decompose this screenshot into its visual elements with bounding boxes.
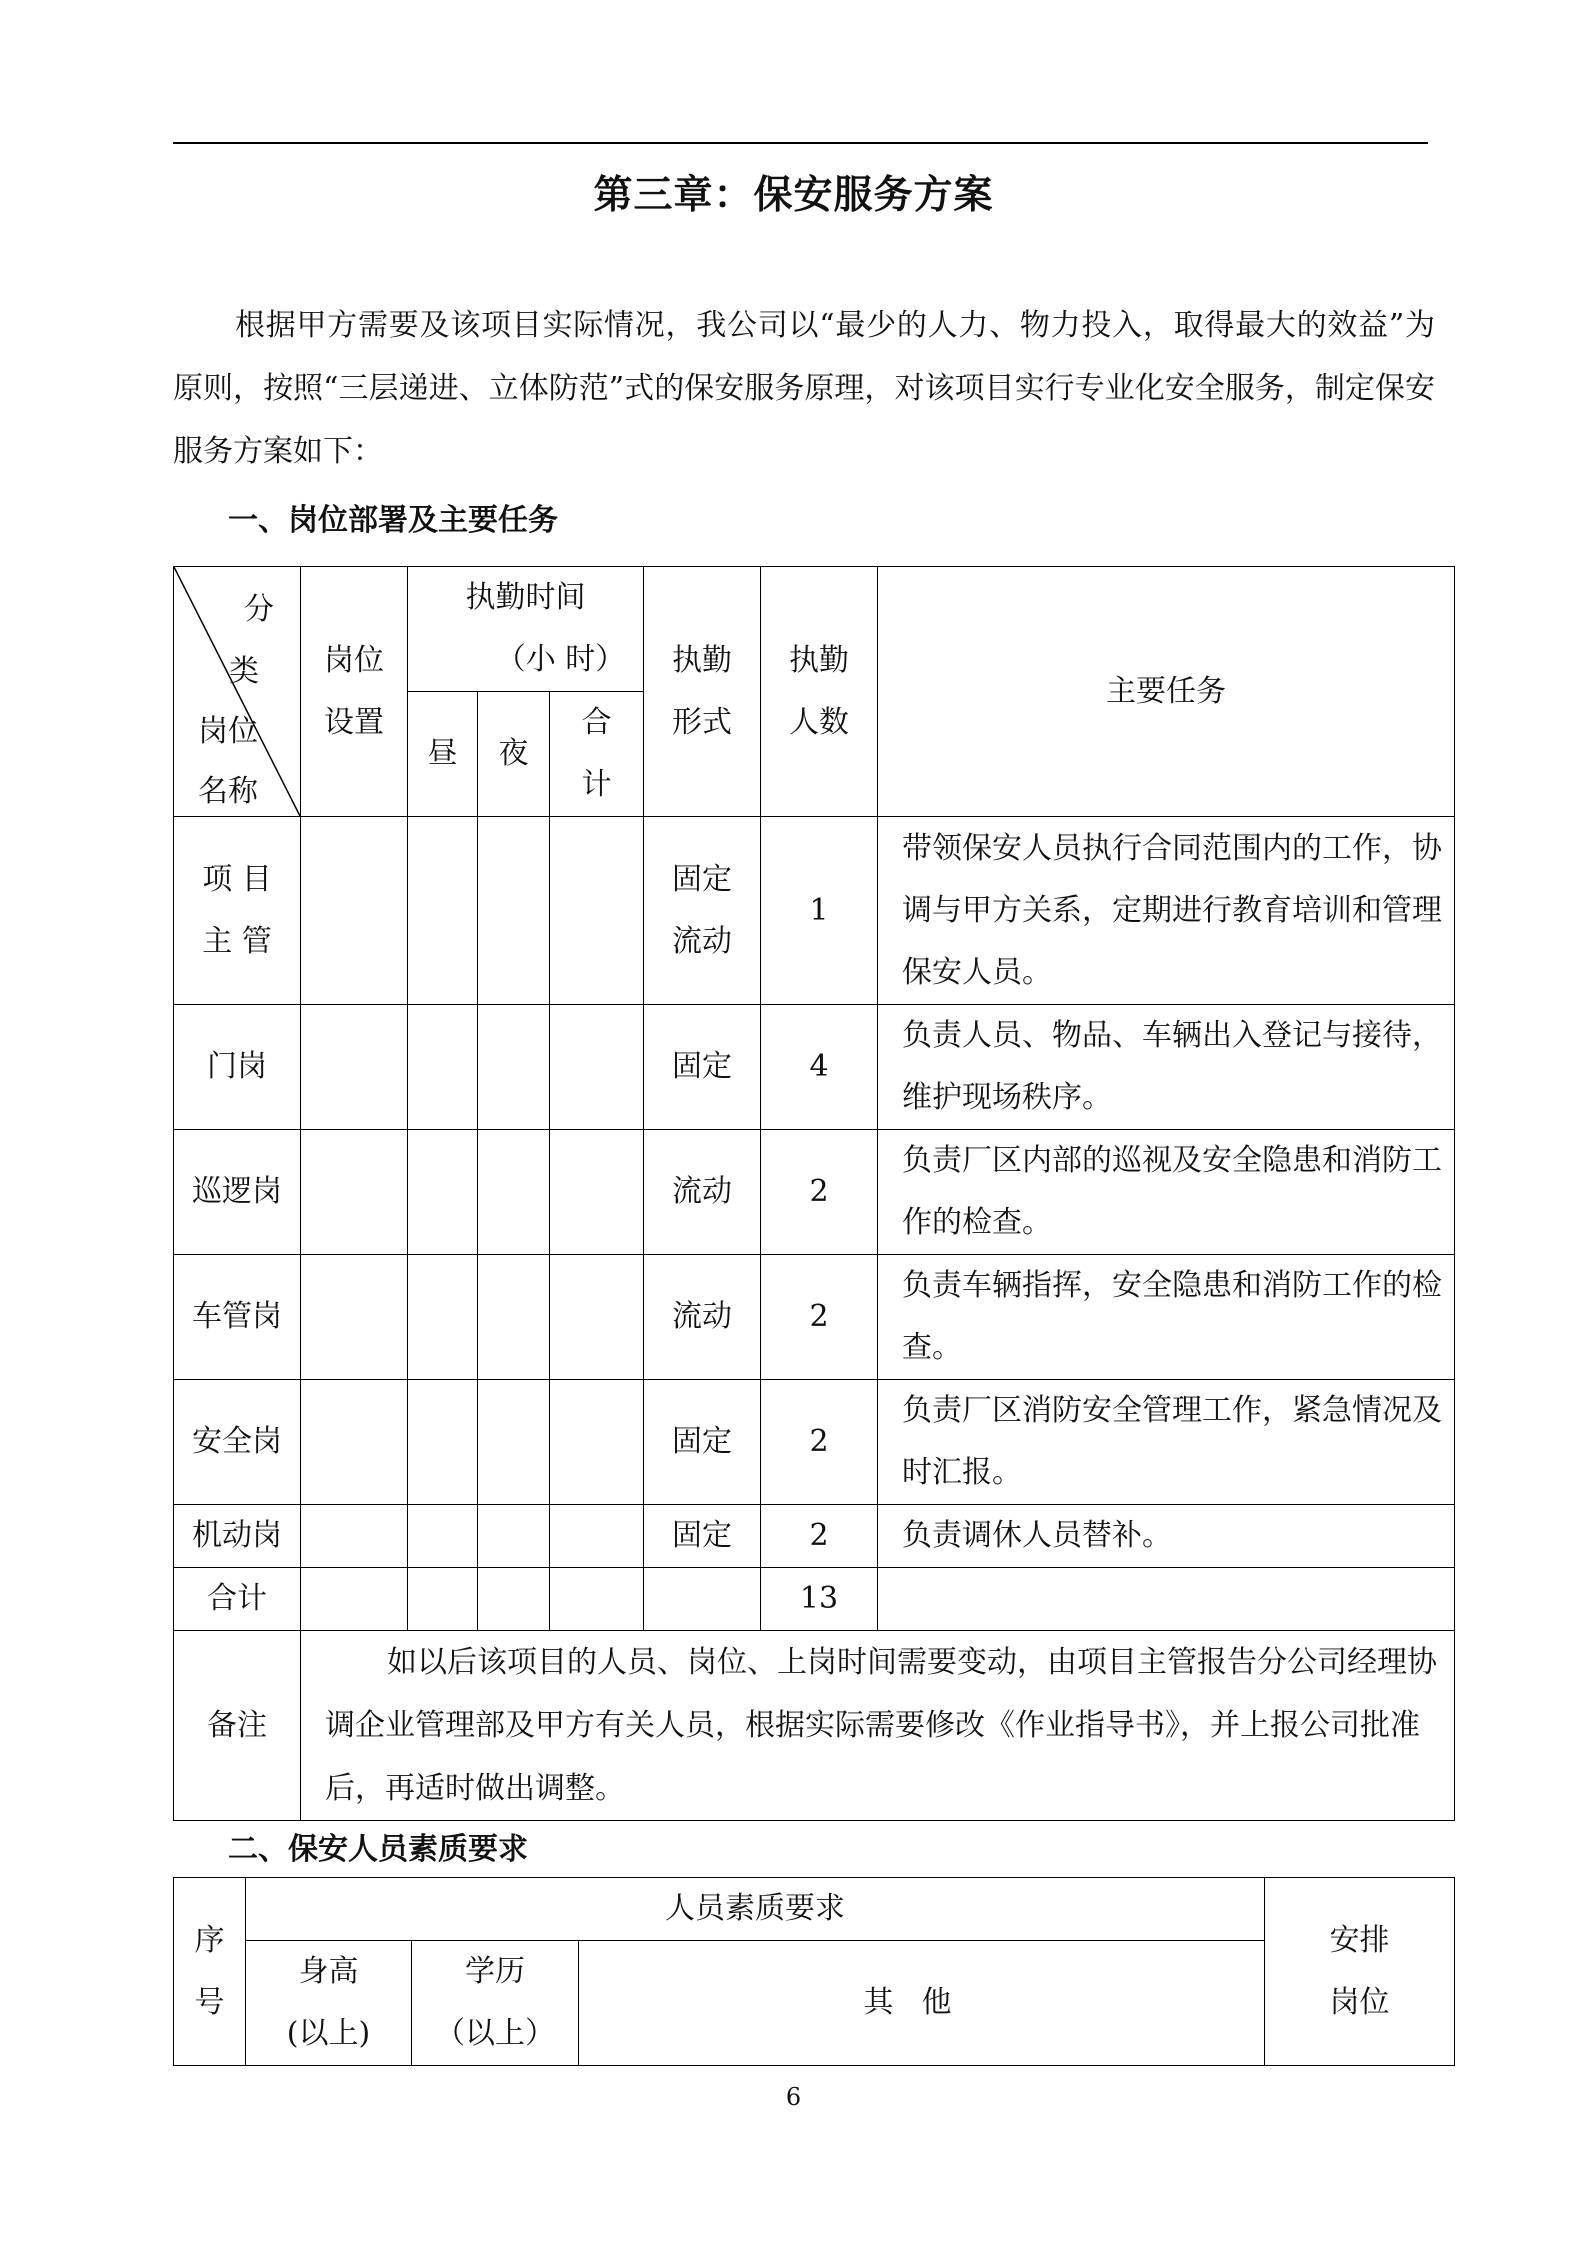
header-other: 其他 bbox=[579, 1941, 1265, 2066]
header-quality: 人员素质要求 bbox=[246, 1878, 1265, 1941]
header-seq: 序 号 bbox=[174, 1878, 246, 2066]
header-total: 合 计 bbox=[550, 692, 644, 817]
table-row: 安全岗 固定 2 负责厂区消防安全管理工作，紧急情况及时汇报。 bbox=[174, 1380, 1455, 1505]
header-main-task: 主要任务 bbox=[878, 567, 1455, 817]
diagonal-header-cell: 分 类 岗位 名称 bbox=[174, 567, 301, 817]
header-duty-form: 执勤 形式 bbox=[644, 567, 761, 817]
intro-paragraph: 根据甲方需要及该项目实际情况，我公司以“最少的人力、物力投入，取得最大的效益”为原则，按照“三层递进、立体防范”式的保安服务原理，对该项目实行专业化安全服务，制定保安服务方案如下： bbox=[173, 308, 1435, 469]
page-number: 6 bbox=[785, 2083, 802, 2111]
header-day: 昼 bbox=[408, 692, 478, 817]
remark-row: 备注 如以后该项目的人员、岗位、上岗时间需要变动，由项目主管报告分公司经理协调企业管理部及甲方有关人员，根据实际需要修改《作业指导书》，并上报公司批准后，再适时做出调整。 bbox=[174, 1631, 1455, 1821]
header-duty-time: 执勤时间 （小 时） bbox=[408, 567, 644, 692]
table-row: 项 目 主 管 固定 流动 1 带领保安人员执行合同范围内的工作，协调与甲方关系，定期进行教育培训和管理保安人员。 bbox=[174, 817, 1455, 1005]
post-deployment-table bbox=[173, 566, 1455, 1821]
table-row: 巡逻岗 流动 2 负责厂区内部的巡视及安全隐患和消防工作的检查。 bbox=[174, 1130, 1455, 1255]
section-heading-1: 一、岗位部署及主要任务 bbox=[228, 503, 558, 538]
header-duty-count: 执勤 人数 bbox=[761, 567, 878, 817]
table-row: 机动岗 固定 2 负责调休人员替补。 bbox=[174, 1505, 1455, 1568]
header-rule bbox=[173, 142, 1428, 144]
header-education: 学历 （以上） bbox=[412, 1941, 579, 2066]
header-height: 身高 (以上) bbox=[246, 1941, 412, 2066]
section-heading-2: 二、保安人员素质要求 bbox=[228, 1832, 528, 1867]
header-post-setting: 岗位 设置 bbox=[301, 567, 408, 817]
personnel-quality-table bbox=[173, 1877, 1455, 2066]
table-row: 门岗 固定 4 负责人员、物品、车辆出入登记与接待，维护现场秩序。 bbox=[174, 1005, 1455, 1130]
total-row: 合计 13 bbox=[174, 1568, 1455, 1631]
table-row: 车管岗 流动 2 负责车辆指挥，安全隐患和消防工作的检查。 bbox=[174, 1255, 1455, 1380]
chapter-title: 第三章：保安服务方案 bbox=[593, 172, 994, 218]
header-post: 安排 岗位 bbox=[1265, 1878, 1455, 2066]
header-night: 夜 bbox=[478, 692, 550, 817]
